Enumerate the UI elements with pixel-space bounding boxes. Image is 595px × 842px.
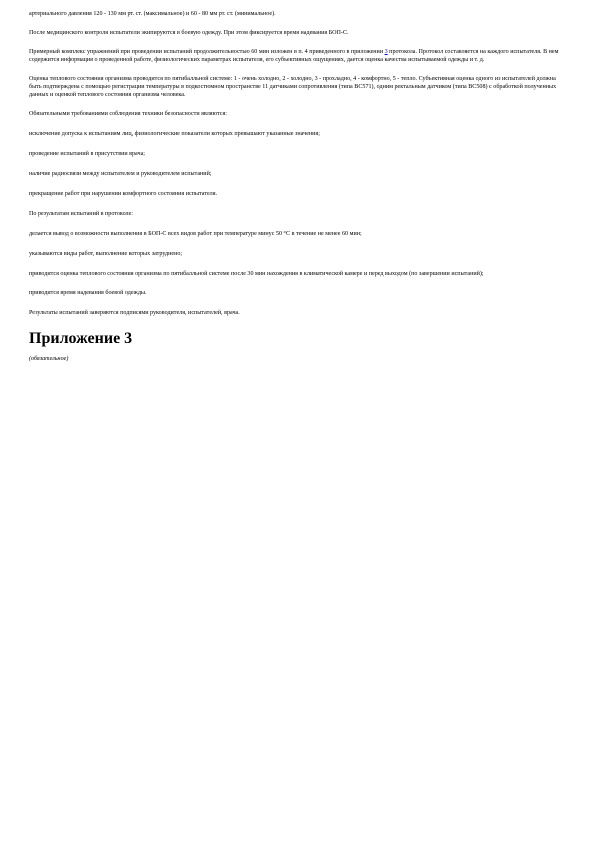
appendix-heading: Приложение 3 (29, 330, 133, 347)
paragraph-results-intro: По результатам испытаний в протоколе: (29, 211, 133, 217)
paragraph-exercise-text-before: Примерный комплекс упражнений при проведении испытаний продолжительностью 60 мин изложен в п. 4 приведенного в приложении (29, 49, 385, 55)
paragraph-signatures: Результаты испытаний заверяются подписями руководителя, испытателей, врача. (29, 310, 240, 316)
paragraph-safety-requirements: Обязательными требованиями соблюдения техники безопасности являются: (29, 111, 227, 117)
paragraph-pressure: артериального давления 120 - 130 мм рт. ст. (максимальное) и 60 - 80 мм рт. ст. (минимальное). (29, 11, 276, 17)
paragraph-exercise-text-after: протокола. Протокол составляется на каждого испытателя. В нем содержится информация о проведенной работе, физиологических параметрах испытателя, его субъективных ощущениях, дается оценка качества испытываемой одежды и т. д. (29, 49, 559, 63)
appendix-note: (обязательное) (29, 356, 69, 362)
paragraph-conclusion: делается вывод о возможности выполнения в БОП-С всех видов работ при температуре минус 50 °С в течение не менее 60 мин; (29, 231, 362, 237)
paragraph-exercise-complex (29, 48, 569, 64)
appendix-3-link[interactable]: 3 (384, 49, 388, 55)
paragraph-doctor-presence: проведение испытаний в присутствии врача; (29, 151, 145, 157)
paragraph-stop-work: прекращение работ при нарушении комфортного состояния испытателя. (29, 191, 218, 197)
paragraph-exclusion: исключение допуска к испытаниям лиц, физиологические показатели которых превышают указанные значения; (29, 131, 320, 137)
paragraph-thermal-assessment: Оценка теплового состояния организма проводится по пятибалльной системе: 1 - очень холодно, 2 - холодно, 3 - прохладно, 4 - комфортно, 5 - тепло. Субъективная оценка одного из испытателей должна быть подтверждена с помощью регистрации температуры в подкостюмном пространстве 11 датчиками сопротивления (типа ВС571), одним ректальным датчиком (типа ВС508) с обработкой полученных данных и оценкой теплового состояния организма человека. (29, 76, 557, 98)
paragraph-medical-control: После медицинского контроля испытатели экипируются в боевую одежду. При этом фиксируется время надевания БОП-С. (29, 30, 349, 36)
paragraph-difficult-works: указываются виды работ, выполнение которых затруднено; (29, 251, 183, 257)
paragraph-dressing-time: приводится время надевания боевой одежды. (29, 290, 147, 296)
document-page (29, 10, 569, 363)
paragraph-radio-link: наличие радиосвязи между испытателем и руководителем испытаний; (29, 171, 212, 177)
paragraph-thermal-score: приводится оценка теплового состояния организма по пятибалльной системе после 30 мин нахождения в климатической камере и перед выходом (по завершении испытаний); (29, 271, 484, 277)
